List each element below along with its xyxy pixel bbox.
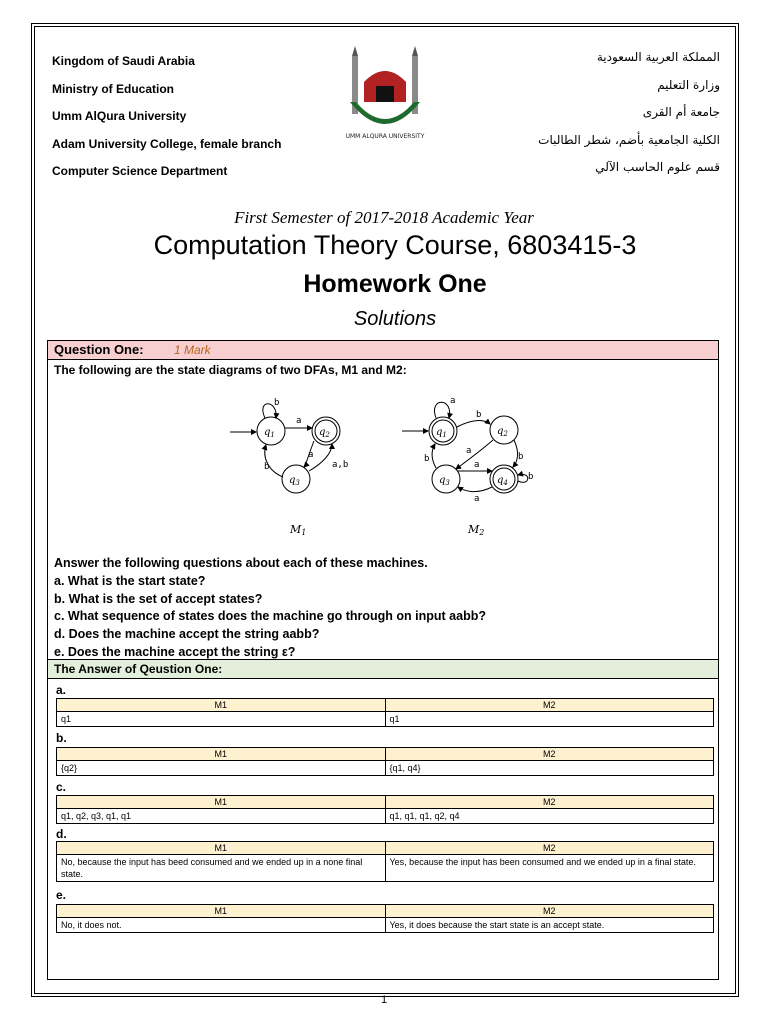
- col-m2: M2: [385, 842, 714, 855]
- question-list: [54, 555, 486, 662]
- header-line: Ministry of Education: [52, 81, 175, 96]
- header-line: Adam University College, female branch: [52, 136, 282, 151]
- part-label: c.: [56, 780, 67, 794]
- answer-m2: q1: [385, 712, 714, 727]
- svg-text:a: a: [296, 416, 302, 426]
- question-lead: Answer the following questions about each of these machines.: [54, 556, 428, 570]
- dfa-state-diagrams: [228, 391, 538, 541]
- part-label: d.: [56, 827, 67, 841]
- svg-text:b: b: [424, 454, 430, 464]
- answer-table: [56, 795, 714, 824]
- answer-m1: q1, q2, q3, q1, q1: [57, 809, 386, 824]
- col-m2: M2: [385, 748, 714, 761]
- svg-text:a: a: [466, 446, 472, 456]
- header-english: [52, 48, 281, 186]
- question-mark-value: 1 Mark: [174, 343, 211, 357]
- answer-heading-bar: [48, 659, 718, 679]
- header-line: Umm AlQura University: [52, 109, 187, 123]
- header-line: Kingdom of Saudi Arabia: [52, 54, 195, 68]
- answer-m2: Yes, it does because the start state is an accept state.: [385, 918, 714, 933]
- answer-m2: q1, q1, q1, q2, q4: [385, 809, 714, 824]
- part-label: b.: [56, 731, 67, 745]
- col-m2: M2: [385, 905, 714, 918]
- solutions-subtitle: Solutions: [353, 308, 437, 330]
- m2-label-q4: $q_4$: [497, 475, 508, 487]
- part-label: a.: [56, 683, 67, 697]
- m1-caption: M1: [290, 523, 307, 537]
- svg-text:a: a: [308, 450, 314, 460]
- m1-label-q1: $q_1$: [264, 427, 275, 439]
- svg-text:b: b: [476, 410, 482, 420]
- page-number: 1: [380, 994, 388, 1006]
- answer-table: [56, 841, 714, 882]
- svg-text:b: b: [264, 462, 270, 472]
- col-m1: M1: [57, 699, 386, 712]
- question-item: d. Does the machine accept the string aabb?: [54, 627, 320, 642]
- col-m1: M1: [57, 796, 386, 809]
- m2-label-q2: $q_2$: [497, 426, 508, 438]
- col-m2: M2: [385, 796, 714, 809]
- part-label: e.: [56, 888, 67, 902]
- course-title: Computation Theory Course, 6803415-3: [153, 230, 637, 260]
- svg-text:b: b: [528, 472, 534, 482]
- col-m2: M2: [385, 699, 714, 712]
- question-item: b. What is the set of accept states?: [54, 591, 263, 606]
- header-line-ar: جامعة أم القرى: [642, 105, 720, 119]
- header-line-ar: قسم علوم الحاسب الآلي: [595, 160, 720, 174]
- header-line-ar: وزارة التعليم: [657, 77, 720, 92]
- answer-m1: No, because the input has beed consumed and we ended up in a none final state.: [57, 855, 386, 882]
- answer-m2: Yes, because the input has been consumed and we ended up in a final state.: [385, 855, 714, 882]
- m1-label-q2: $q_2$: [319, 427, 330, 439]
- svg-text:a: a: [474, 460, 480, 470]
- header-line-ar: المملكة العربية السعودية: [596, 50, 720, 64]
- answer-table: [56, 747, 714, 776]
- answer-heading: The Answer of Qeustion One:: [54, 662, 223, 676]
- question-item: a. What is the start state?: [54, 573, 206, 588]
- answer-m1: q1: [57, 712, 386, 727]
- question-heading-bar: [48, 341, 718, 360]
- svg-text:b: b: [518, 452, 524, 462]
- question-box: [47, 340, 719, 980]
- header-arabic: [538, 44, 720, 182]
- svg-text:a: a: [474, 494, 480, 504]
- homework-title: Homework One: [303, 270, 487, 298]
- m2-caption: M2: [468, 523, 485, 537]
- answer-table: [56, 904, 714, 933]
- svg-text:a: a: [450, 396, 456, 406]
- col-m1: M1: [57, 905, 386, 918]
- header-line: Computer Science Department: [52, 164, 228, 178]
- semester-line: First Semester of 2017-2018 Academic Year: [234, 208, 534, 227]
- university-seal-logo: [344, 42, 426, 142]
- col-m1: M1: [57, 842, 386, 855]
- question-intro: The following are the state diagrams of two DFAs, M1 and M2:: [54, 363, 407, 377]
- answer-m1: No, it does not.: [57, 918, 386, 933]
- svg-text:UMM ALQURA UNIVERSITY: UMM ALQURA UNIVERSITY: [345, 133, 425, 140]
- m2-label-q1: $q_1$: [436, 427, 447, 439]
- header-line-ar: الكلية الجامعية بأضم، شطر الطالبات: [538, 132, 720, 147]
- col-m1: M1: [57, 748, 386, 761]
- svg-text:a,b: a,b: [332, 460, 349, 470]
- m2-label-q3: $q_3$: [439, 475, 450, 487]
- question-item: e. Does the machine accept the string ε?: [54, 644, 296, 659]
- answer-table: [56, 698, 714, 727]
- answer-m2: {q1, q4}: [385, 761, 714, 776]
- svg-text:b: b: [274, 398, 280, 408]
- question-heading: Question One:: [54, 342, 144, 357]
- answer-m1: {q2}: [57, 761, 386, 776]
- m1-label-q3: $q_3$: [289, 475, 300, 487]
- question-item: c. What sequence of states does the machine go through on input aabb?: [54, 609, 486, 624]
